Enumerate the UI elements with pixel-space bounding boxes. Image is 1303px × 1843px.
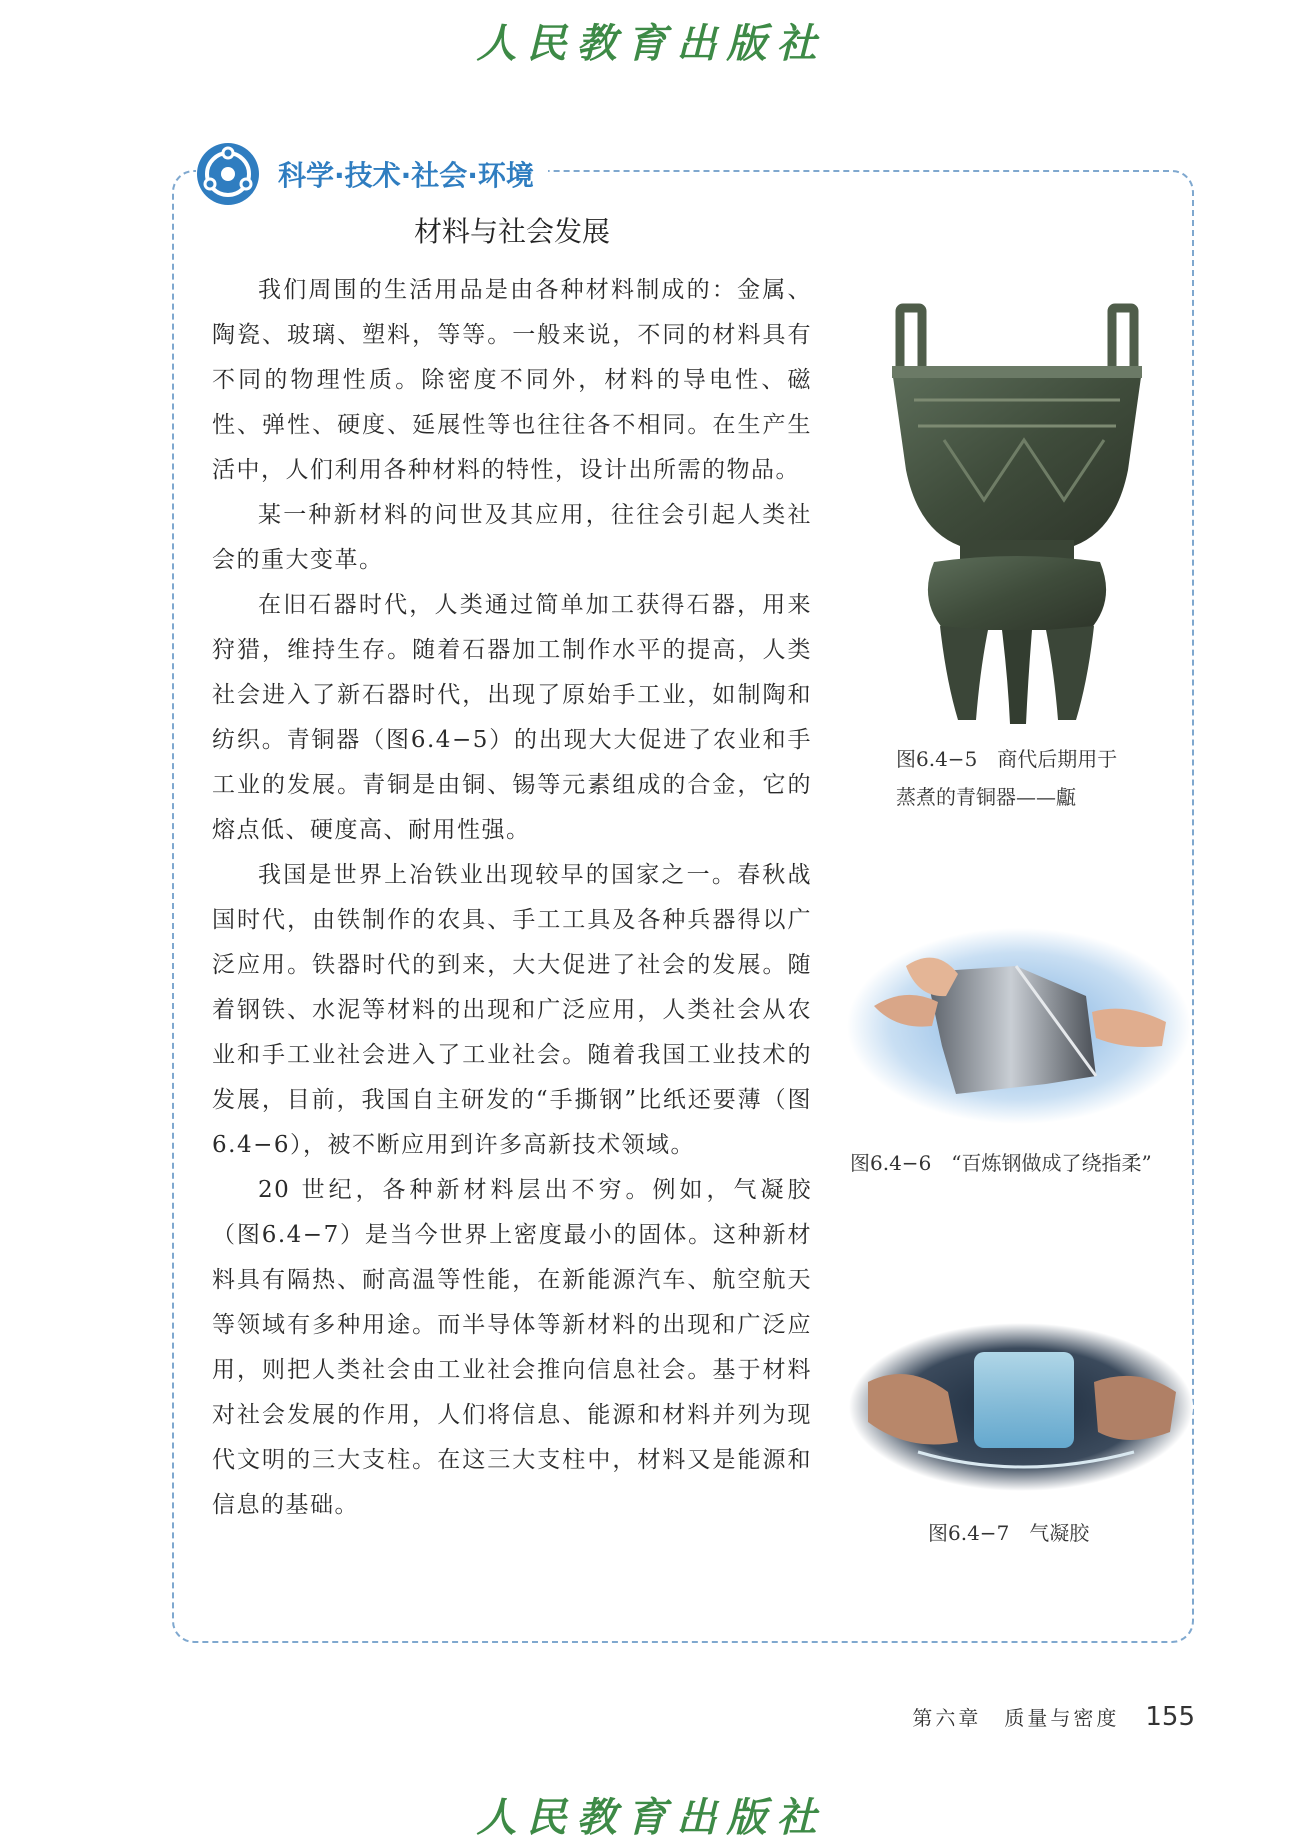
paragraph: 某一种新材料的问世及其应用，往往会引起人类社会的重大变革。 bbox=[212, 502, 812, 573]
article-body bbox=[212, 268, 812, 1528]
paragraph: 我国是世界上冶铁业出现较早的国家之一。春秋战国时代，由铁制作的农具、手工工具及各种兵器得以广泛应用。铁器时代的到来，大大促进了社会的发展。随着钢铁、水泥等材料的出现和广泛应用，人类社会从农业和手工业社会进入了工业社会。随着我国工业技术的发展，目前，我国自主研发的“手撕钢”比纸还要薄（图6.4−6），被不断应用到许多高新技术领域。 bbox=[212, 862, 812, 1158]
paragraph: 在旧石器时代，人类通过简单加工获得石器，用来狩猎，维持生存。随着石器加工制作水平的提高，人类社会进入了新石器时代，出现了原始手工业，如制陶和纺织。青铜器（图6.4−5）的出现大大促进了农业和手工业的发展。青铜是由铜、锡等元素组成的合金，它的熔点低、硬度高、耐用性强。 bbox=[212, 592, 812, 843]
stse-atom-icon bbox=[196, 142, 260, 206]
caption-line: 图6.4−5 商代后期用于 bbox=[896, 747, 1118, 771]
publisher-logo-bottom: 人民教育出版社 bbox=[476, 1794, 827, 1841]
figure-caption bbox=[896, 740, 1117, 816]
figure-caption: 图6.4−7 气凝胶 bbox=[928, 1521, 1090, 1545]
section-title: 科学·技术·社会·环境 bbox=[278, 159, 534, 192]
caption-line: 蒸煮的青铜器——甗 bbox=[896, 785, 1076, 809]
hand-torn-steel-image bbox=[846, 926, 1192, 1126]
page-number: 155 bbox=[1145, 1702, 1195, 1732]
page-footer bbox=[912, 1702, 1195, 1732]
paragraph: 20 世纪，各种新材料层出不穷。例如，气凝胶（图6.4−7）是当今世界上密度最小的固体。这种新材料具有隔热、耐高温等性能，在新能源汽车、航空航天等领域有多种用途。而半导体等新材料的出现和广泛应用，则把人类社会由工业社会推向信息社会。基于材料对社会发展的作用，人们将信息、能源和材料并列为现代文明的三大支柱。在这三大支柱中，材料又是能源和信息的基础。 bbox=[212, 1177, 812, 1518]
publisher-logo-top: 人民教育出版社 bbox=[476, 20, 827, 67]
aerogel-image bbox=[848, 1322, 1194, 1492]
chapter-label: 第六章 质量与密度 bbox=[912, 1706, 1120, 1730]
paragraph: 我们周围的生活用品是由各种材料制成的：金属、陶瓷、玻璃、塑料，等等。一般来说，不同的材料具有不同的物理性质。除密度不同外，材料的导电性、磁性、弹性、硬度、延展性等也往往各不相同。在生产生活中，人们利用各种材料的特性，设计出所需的物品。 bbox=[212, 277, 812, 483]
figure-caption: 图6.4−6 “百炼钢做成了绕指柔” bbox=[850, 1151, 1152, 1175]
article-title: 材料与社会发展 bbox=[413, 215, 610, 248]
bronze-yan-image bbox=[884, 300, 1150, 730]
section-header bbox=[196, 142, 548, 206]
